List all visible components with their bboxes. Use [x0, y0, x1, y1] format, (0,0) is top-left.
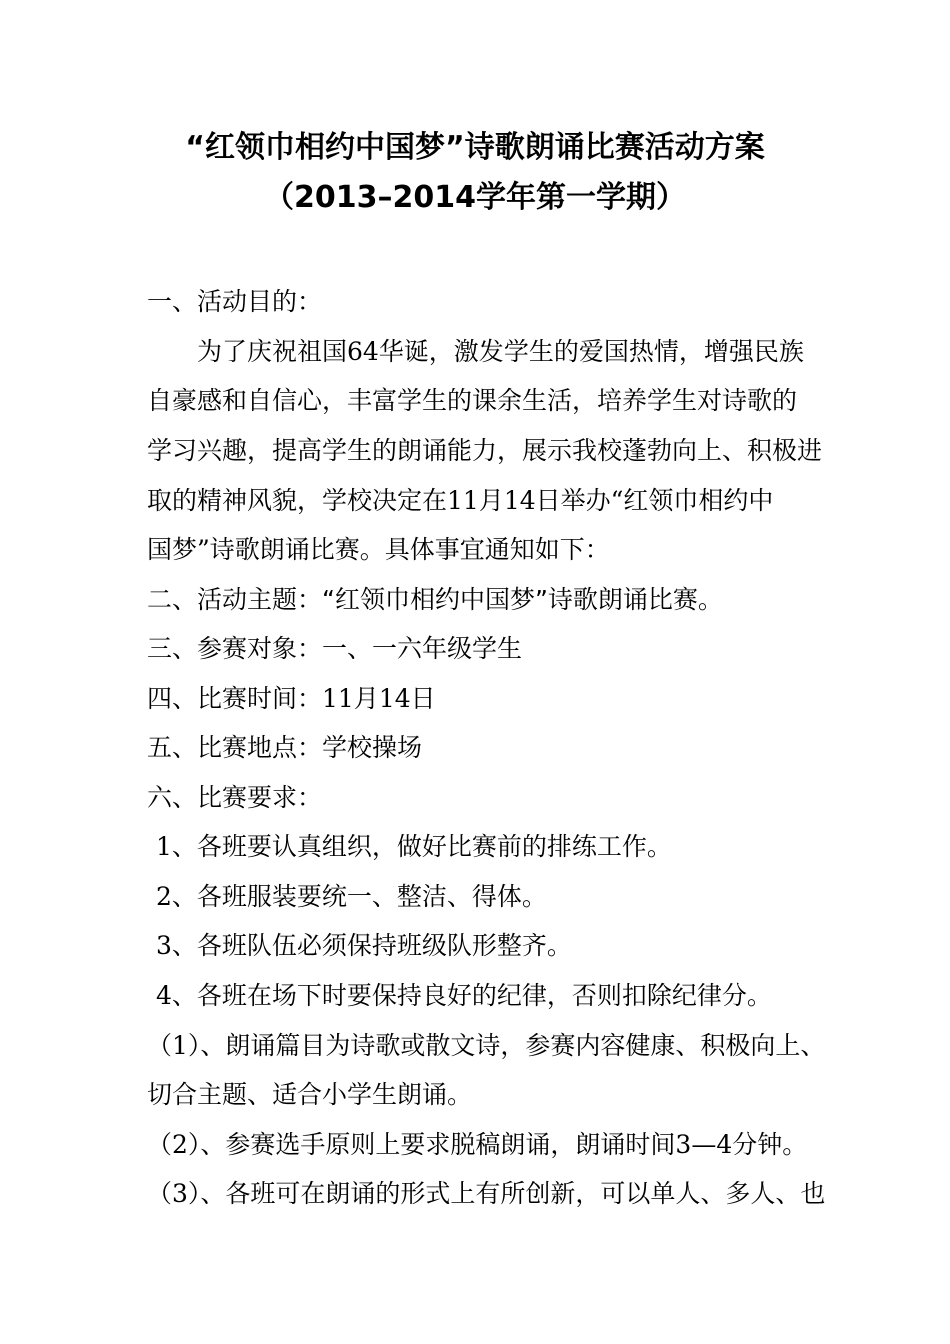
paragraph-line: 国梦”诗歌朗诵比赛。具体事宜通知如下：	[147, 535, 610, 564]
section-heading-theme: 二、活动主题：	[147, 585, 323, 614]
requirement-item: 2、各班服装要统一、整洁、得体。	[156, 882, 547, 911]
section-value-location: 学校操场	[322, 733, 423, 762]
section-heading-participants: 三、参赛对象：	[147, 634, 323, 663]
requirement-subitem: （2）、参赛选手原则上要求脱稿朗诵，朗诵时间3—4分钟。	[147, 1130, 808, 1159]
requirement-subitem: （1）、朗诵篇目为诗歌或散文诗，参赛内容健康、积极向上、	[147, 1031, 826, 1060]
paragraph-line: 自豪感和自信心，丰富学生的课余生活，培养学生对诗歌的	[147, 386, 798, 415]
section-heading-requirements: 六、比赛要求：	[147, 783, 323, 812]
document-subtitle: （2013–2014学年第一学期）	[264, 180, 686, 215]
paragraph-line: 取的精神风貌，学校决定在11月14日举办“红领巾相约中	[147, 486, 774, 515]
requirement-subitem: 切合主题、适合小学生朗诵。	[147, 1080, 473, 1109]
paragraph-line: 学习兴趣，提高学生的朗诵能力，展示我校蓬勃向上、积极进	[147, 436, 823, 465]
requirement-subitem: （3）、各班可在朗诵的形式上有所创新，可以单人、多人、也	[147, 1179, 826, 1208]
section-time	[147, 682, 817, 716]
section-value-time: 11月14日	[322, 684, 436, 713]
section-theme	[147, 583, 817, 617]
requirement-item: 4、各班在场下时要保持良好的纪律，否则扣除纪律分。	[156, 981, 772, 1010]
paragraph-line: 为了庆祝祖国64华诞，激发学生的爱国热情，增强民族	[197, 337, 804, 366]
section-heading-location: 五、比赛地点：	[147, 733, 323, 762]
requirement-item: 1、各班要认真组织，做好比赛前的排练工作。	[156, 832, 672, 861]
requirement-item: 3、各班队伍必须保持班级队形整齐。	[156, 931, 572, 960]
section-location	[147, 731, 817, 765]
section-value-theme: “红领巾相约中国梦”诗歌朗诵比赛。	[322, 585, 723, 614]
document-title: “红领巾相约中国梦”诗歌朗诵比赛活动方案	[185, 130, 765, 165]
section-participants	[147, 632, 817, 666]
section-heading-time: 四、比赛时间：	[147, 684, 323, 713]
section-value-participants: 一、一六年级学生	[322, 634, 523, 663]
section-heading-purpose: 一、活动目的：	[147, 287, 323, 316]
